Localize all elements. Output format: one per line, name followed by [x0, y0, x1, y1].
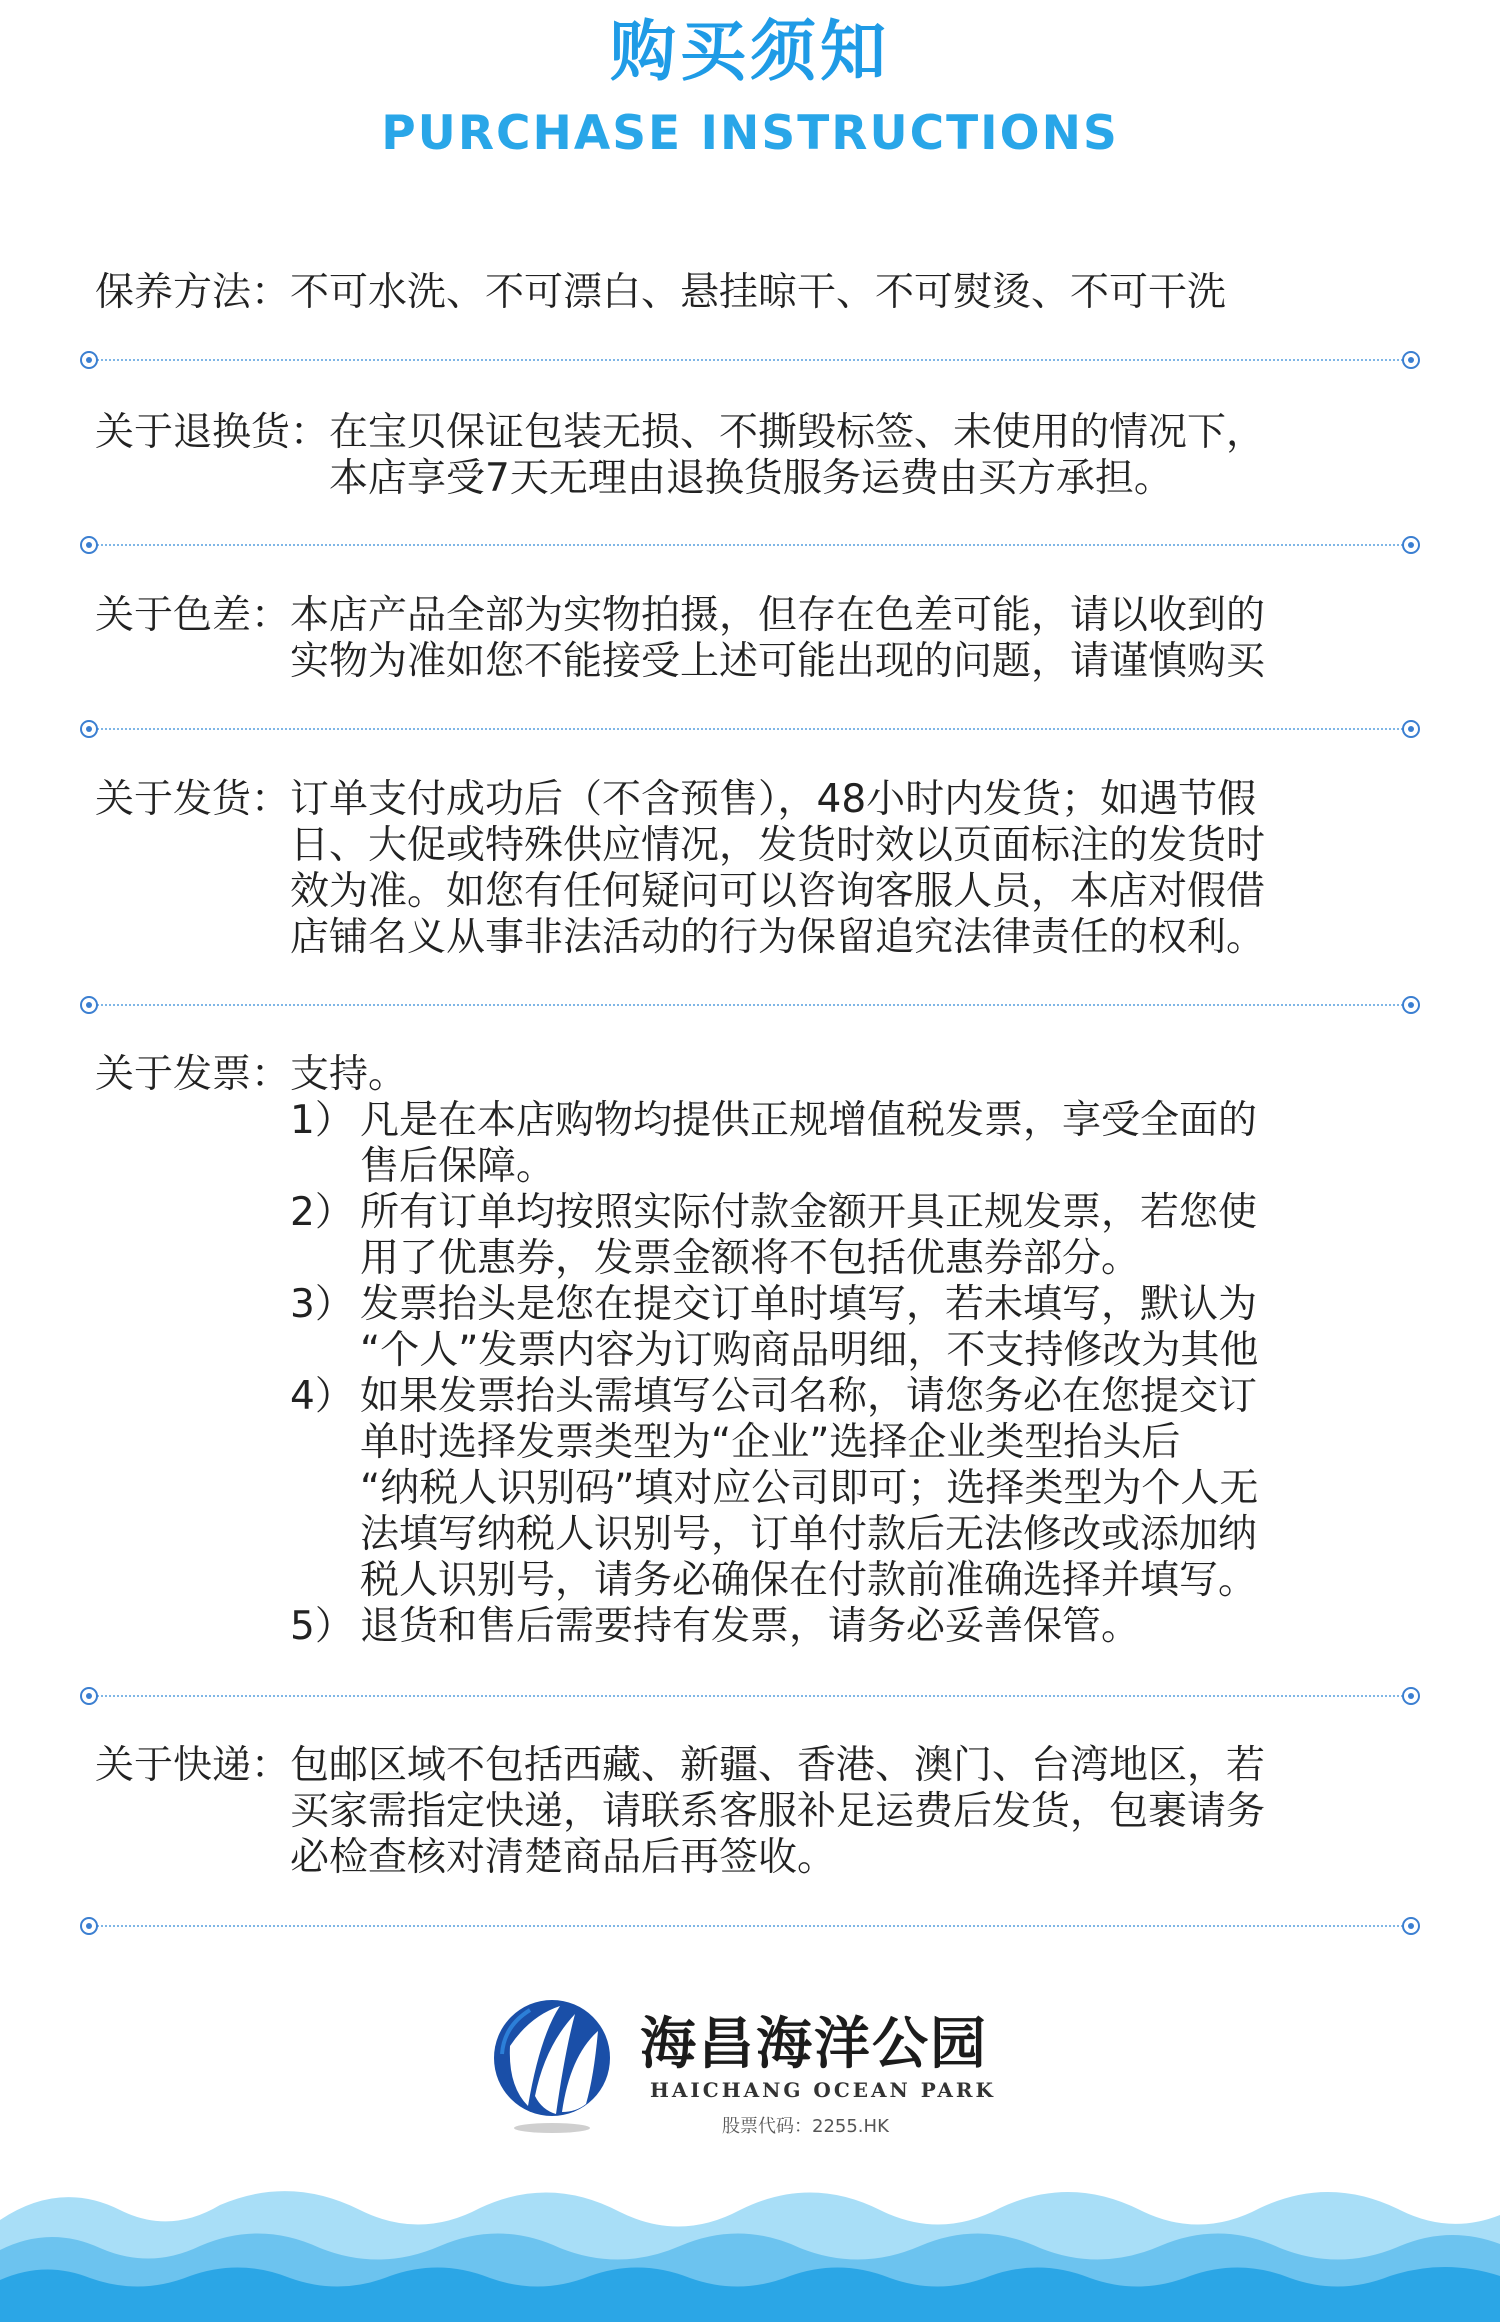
list-item-line: 凡是在本店购物均提供正规增值税发票，享受全面的 [360, 1098, 1258, 1143]
returns-content [329, 410, 1415, 502]
divider [80, 1916, 1420, 1936]
list-item-line: 发票抬头是您在提交订单时填写，若未填写，默认为 [360, 1282, 1258, 1327]
shipping-label: 关于发货： [95, 777, 291, 822]
returns-section [95, 410, 1415, 502]
returns-line: 本店享受7天无理由退换货服务运费由买方承担。 [329, 456, 1173, 501]
list-item-line: 售后保障。 [360, 1144, 556, 1189]
returns-line: 在宝贝保证包装无损、不撕毁标签、未使用的情况下， [329, 410, 1266, 455]
list-item-line: 退货和售后需要持有发票，请务必妥善保管。 [360, 1604, 1141, 1649]
express-line: 必检查核对清楚商品后再签收。 [290, 1835, 837, 1880]
color-line: 本店产品全部为实物拍摄，但存在色差可能，请以收到的 [290, 593, 1266, 638]
care-line: 不可水洗、不可漂白、悬挂晾干、不可熨烫、不可干洗 [290, 270, 1227, 315]
list-item-line: 用了优惠券，发票金额将不包括优惠券部分。 [360, 1236, 1141, 1281]
divider-dot-icon [1402, 996, 1420, 1014]
list-item [290, 1604, 1415, 1650]
shipping-line: 店铺名义从事非法活动的行为保留追究法律责任的权利。 [290, 915, 1266, 960]
care-content [290, 270, 1415, 316]
color-section [95, 593, 1415, 685]
care-section [95, 270, 1415, 316]
divider-dot-icon [80, 996, 98, 1014]
divider [80, 719, 1420, 739]
list-item [290, 1282, 1415, 1374]
invoice-intro: 支持。 [290, 1052, 408, 1097]
invoice-content [290, 1052, 1415, 1650]
divider-dot-icon [1402, 1917, 1420, 1935]
invoice-label: 关于发票： [95, 1052, 291, 1097]
shipping-line: 日、大促或特殊供应情况，发货时效以页面标注的发货时 [290, 823, 1266, 868]
haichang-logo-icon [490, 1996, 620, 2136]
wave-decoration [0, 2180, 1500, 2322]
divider [80, 995, 1420, 1015]
invoice-list [290, 1098, 1415, 1650]
divider-dot-icon [80, 1687, 98, 1705]
list-item-number: 5） [290, 1604, 354, 1649]
shipping-section [95, 777, 1415, 961]
color-content [290, 593, 1415, 685]
divider-dot-icon [80, 536, 98, 554]
divider-dot-icon [1402, 720, 1420, 738]
express-content [290, 1743, 1415, 1881]
divider-dot-icon [80, 1917, 98, 1935]
list-item-number: 2） [290, 1190, 354, 1235]
returns-label: 关于退换货： [95, 410, 330, 455]
list-item-line: 所有订单均按照实际付款金额开具正规发票，若您使 [360, 1190, 1258, 1235]
list-item-number: 3） [290, 1282, 354, 1327]
list-item-line: “个人”发票内容为订购商品明细，不支持修改为其他 [360, 1328, 1259, 1373]
list-item [290, 1374, 1415, 1604]
list-item-number: 1） [290, 1098, 354, 1143]
page-title: 购买须知 [610, 13, 890, 90]
care-label: 保养方法： [95, 270, 291, 315]
list-item [290, 1098, 1415, 1190]
color-label: 关于色差： [95, 593, 291, 638]
divider-dot-icon [80, 720, 98, 738]
invoice-section [95, 1052, 1415, 1650]
list-item-line: 法填写纳税人识别号，订单付款后无法修改或添加纳 [360, 1512, 1258, 1557]
divider-dot-icon [1402, 536, 1420, 554]
shipping-content [290, 777, 1415, 961]
brand-logo [490, 1990, 1010, 2150]
list-item [290, 1190, 1415, 1282]
list-item-line: 如果发票抬头需填写公司名称，请您务必在您提交订 [360, 1374, 1258, 1419]
color-line: 实物为准如您不能接受上述可能出现的问题，请谨慎购买 [290, 639, 1266, 684]
divider [80, 535, 1420, 555]
divider-dot-icon [80, 351, 98, 369]
stock-code: 股票代码：2255.HK [722, 2116, 889, 2137]
brand-name-en: HAICHANG OCEAN PARK [650, 2078, 996, 2102]
express-line: 包邮区域不包括西藏、新疆、香港、澳门、台湾地区，若 [290, 1743, 1266, 1788]
shipping-line: 效为准。如您有任何疑问可以咨询客服人员，本店对假借 [290, 869, 1266, 914]
divider-dot-icon [1402, 1687, 1420, 1705]
express-section [95, 1743, 1415, 1881]
shipping-line: 订单支付成功后（不含预售），48小时内发货；如遇节假 [290, 777, 1257, 822]
divider [80, 1686, 1420, 1706]
express-label: 关于快递： [95, 1743, 291, 1788]
divider-dot-icon [1402, 351, 1420, 369]
list-item-line: “纳税人识别码”填对应公司即可；选择类型为个人无 [360, 1466, 1259, 1511]
list-item-line: 单时选择发票类型为“企业”选择企业类型抬头后 [360, 1420, 1181, 1465]
express-line: 买家需指定快递，请联系客服补足运费后发货，包裹请务 [290, 1789, 1266, 1834]
list-item-number: 4） [290, 1374, 354, 1419]
brand-name-cn: 海昌海洋公园 [640, 2011, 988, 2077]
divider [80, 350, 1420, 370]
list-item-line: 税人识别号，请务必确保在付款前准确选择并填写。 [360, 1558, 1258, 1603]
page-subtitle: PURCHASE INSTRUCTIONS [381, 106, 1119, 161]
